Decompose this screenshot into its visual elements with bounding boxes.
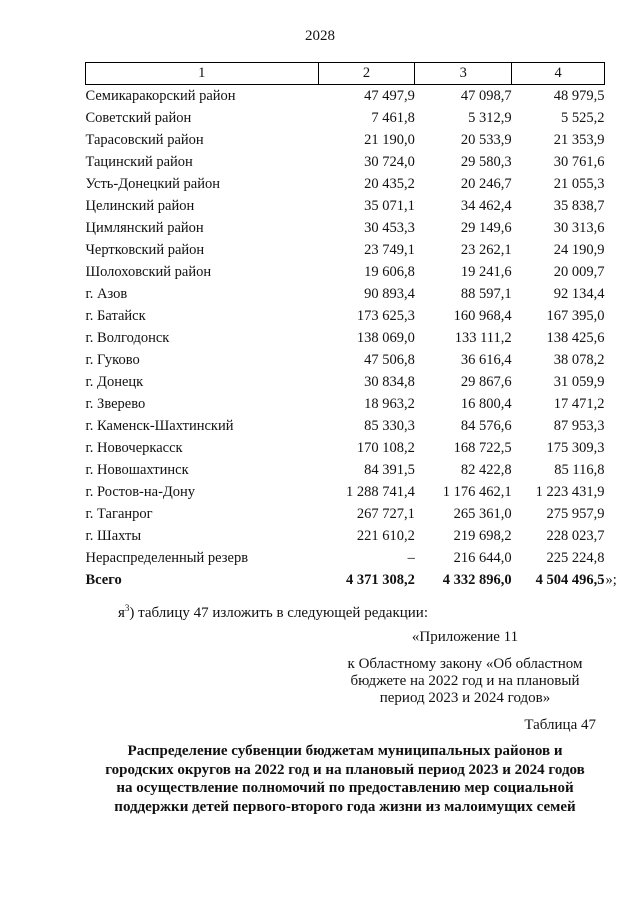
- total-2024: 4 504 496,5: [535, 572, 605, 588]
- row-name: г. Зверево: [85, 396, 146, 412]
- total-closing-quote: »;: [605, 572, 617, 588]
- table-row: [86, 305, 605, 327]
- value-2022: 267 727,1: [356, 506, 415, 522]
- value-2022: 19 606,8: [364, 264, 415, 280]
- row-name: г. Волгодонск: [85, 330, 170, 346]
- value-2023: 168 722,5: [453, 440, 512, 456]
- row-name: Семикаракорский район: [85, 88, 236, 104]
- row-name: Шолоховский район: [85, 264, 212, 280]
- value-2024: 35 838,7: [553, 198, 605, 214]
- row-name: г. Батайск: [85, 308, 146, 324]
- value-2023: 216 644,0: [453, 550, 512, 566]
- value-2023: 219 698,2: [453, 528, 512, 544]
- value-2022: 85 330,3: [364, 418, 415, 434]
- row-name: Целинский район: [85, 198, 195, 214]
- heading-line: городских округов на 2022 год и на плановый период 2023 и 2024 годов: [105, 761, 585, 778]
- table-row: [86, 195, 605, 217]
- table-row: [86, 151, 605, 173]
- value-2022: 18 963,2: [364, 396, 415, 412]
- value-2022: 1 288 741,4: [345, 484, 415, 500]
- value-2022: –: [407, 550, 415, 566]
- table-header: [86, 63, 605, 85]
- instruction-superscript: 3: [124, 603, 130, 613]
- column-header-1: 1: [86, 63, 319, 85]
- table-row: [86, 173, 605, 195]
- value-2023: 1 176 462,1: [442, 484, 512, 500]
- value-2024: 92 134,4: [553, 286, 605, 302]
- value-2024: 20 009,7: [553, 264, 605, 280]
- table-row: [86, 547, 605, 569]
- value-2022: 173 625,3: [356, 308, 415, 324]
- table-heading: [85, 742, 605, 816]
- value-2024: 228 023,7: [546, 528, 605, 544]
- value-2022: 47 497,9: [364, 88, 415, 104]
- table-row: [86, 415, 605, 437]
- value-2024: 1 223 431,9: [535, 484, 605, 500]
- page-number: 2028: [305, 28, 335, 44]
- table-row: [86, 107, 605, 129]
- row-name: г. Ростов-на-Дону: [85, 484, 196, 500]
- value-2022: 20 435,2: [364, 176, 415, 192]
- appendix-line: бюджете на 2022 год и на плановый: [350, 673, 580, 689]
- subvention-table: [85, 62, 617, 591]
- value-2023: 29 580,3: [460, 154, 512, 170]
- table-row: [86, 503, 605, 525]
- value-2023: 20 246,7: [460, 176, 512, 192]
- value-2022: 7 461,8: [371, 110, 415, 126]
- row-name: Усть-Донецкий район: [85, 176, 220, 192]
- value-2024: 24 190,9: [553, 242, 605, 258]
- row-name: г. Азов: [85, 286, 128, 302]
- value-2022: 84 391,5: [364, 462, 415, 478]
- table-row: [86, 85, 605, 108]
- value-2022: 47 506,8: [364, 352, 415, 368]
- value-2024: 31 059,9: [553, 374, 605, 390]
- value-2022: 30 724,0: [364, 154, 415, 170]
- column-header-2: 2: [318, 63, 415, 85]
- value-2024: 275 957,9: [546, 506, 605, 522]
- row-name: Нераспределенный резерв: [85, 550, 249, 566]
- row-name: г. Новочеркасск: [85, 440, 183, 456]
- value-2022: 30 453,3: [364, 220, 415, 236]
- table-row: [86, 217, 605, 239]
- row-name: Чертковский район: [85, 242, 205, 258]
- value-2022: 21 190,0: [364, 132, 415, 148]
- value-2023: 20 533,9: [460, 132, 512, 148]
- instruction-letter: я: [118, 605, 125, 621]
- value-2024: 21 353,9: [553, 132, 605, 148]
- value-2023: 36 616,4: [460, 352, 512, 368]
- table-label: Таблица 47: [524, 717, 596, 733]
- value-2024: 175 309,3: [546, 440, 605, 456]
- value-2023: 5 312,9: [468, 110, 512, 126]
- value-2023: 23 262,1: [460, 242, 512, 258]
- total-2022: 4 371 308,2: [345, 572, 415, 588]
- value-2023: 29 149,6: [460, 220, 512, 236]
- row-name: г. Донецк: [85, 374, 144, 390]
- row-name: г. Шахты: [85, 528, 142, 544]
- appendix-line: к Областному закону «Об областном: [347, 656, 583, 672]
- value-2024: 21 055,3: [553, 176, 605, 192]
- value-2022: 138 069,0: [356, 330, 415, 346]
- value-2022: 170 108,2: [356, 440, 415, 456]
- total-row: [86, 569, 605, 591]
- value-2024: 225 224,8: [546, 550, 605, 566]
- value-2024: 48 979,5: [553, 88, 605, 104]
- total-2023: 4 332 896,0: [442, 572, 512, 588]
- heading-line: на осуществление полномочий по предоставлению мер социальной: [116, 780, 574, 796]
- value-2024: 85 116,8: [554, 462, 605, 478]
- column-header-3: 3: [415, 63, 512, 85]
- table-body: [85, 85, 617, 592]
- appendix-title: «Приложение 11: [411, 629, 519, 645]
- row-name: г. Новошахтинск: [85, 462, 189, 478]
- value-2023: 16 800,4: [460, 396, 512, 412]
- table-row: [86, 481, 605, 503]
- value-2024: 30 313,6: [553, 220, 605, 236]
- row-name: г. Гуково: [85, 352, 140, 368]
- value-2024: 17 471,2: [553, 396, 605, 412]
- row-name: Тацинский район: [85, 154, 193, 170]
- value-2022: 35 071,1: [364, 198, 415, 214]
- table-row: [86, 371, 605, 393]
- value-2023: 84 576,6: [460, 418, 512, 434]
- value-2024: 38 078,2: [553, 352, 605, 368]
- column-header-4: 4: [512, 63, 605, 85]
- value-2023: 47 098,7: [460, 88, 512, 104]
- value-2024: 138 425,6: [546, 330, 605, 346]
- heading-line: поддержки детей первого-второго года жизни из малоимущих семей: [114, 798, 576, 815]
- table-row: [86, 525, 605, 547]
- value-2022: 30 834,8: [364, 374, 415, 390]
- value-2024: 87 953,3: [553, 418, 605, 434]
- value-2024: 167 395,0: [546, 308, 605, 324]
- value-2023: 160 968,4: [453, 308, 512, 324]
- table-row: [86, 327, 605, 349]
- appendix-note: [330, 629, 600, 707]
- row-name: г. Каменск-Шахтинский: [85, 418, 234, 434]
- value-2023: 29 867,6: [460, 374, 512, 390]
- value-2024: 5 525,2: [561, 110, 605, 126]
- table-row: [86, 437, 605, 459]
- appendix-line: период 2023 и 2024 годов»: [379, 690, 551, 706]
- table-row: [86, 459, 605, 481]
- row-name: Цимлянский район: [85, 220, 204, 236]
- table-row: [86, 239, 605, 261]
- table-row: [86, 283, 605, 305]
- value-2022: 23 749,1: [364, 242, 415, 258]
- value-2024: 30 761,6: [553, 154, 605, 170]
- value-2023: 88 597,1: [460, 286, 512, 302]
- total-label: Всего: [85, 572, 122, 588]
- row-name: Советский район: [85, 110, 192, 126]
- total-2024-cell: [512, 569, 617, 591]
- value-2023: 19 241,6: [460, 264, 512, 280]
- value-2022: 221 610,2: [356, 528, 415, 544]
- instruction-body: ) таблицу 47 изложить в следующей редакции:: [129, 605, 428, 621]
- table-row: [86, 393, 605, 415]
- table-row: [86, 261, 605, 283]
- value-2023: 82 422,8: [460, 462, 512, 478]
- value-2022: 90 893,4: [364, 286, 415, 302]
- row-name: г. Таганрог: [85, 506, 153, 522]
- value-2023: 34 462,4: [460, 198, 512, 214]
- value-2023: 265 361,0: [453, 506, 512, 522]
- row-name: Тарасовский район: [85, 132, 204, 148]
- table-row: [86, 129, 605, 151]
- heading-line: Распределение субвенции бюджетам муниципальных районов и: [127, 743, 563, 759]
- table-row: [86, 349, 605, 371]
- value-2023: 133 111,2: [454, 330, 512, 346]
- instruction-text: [118, 603, 428, 622]
